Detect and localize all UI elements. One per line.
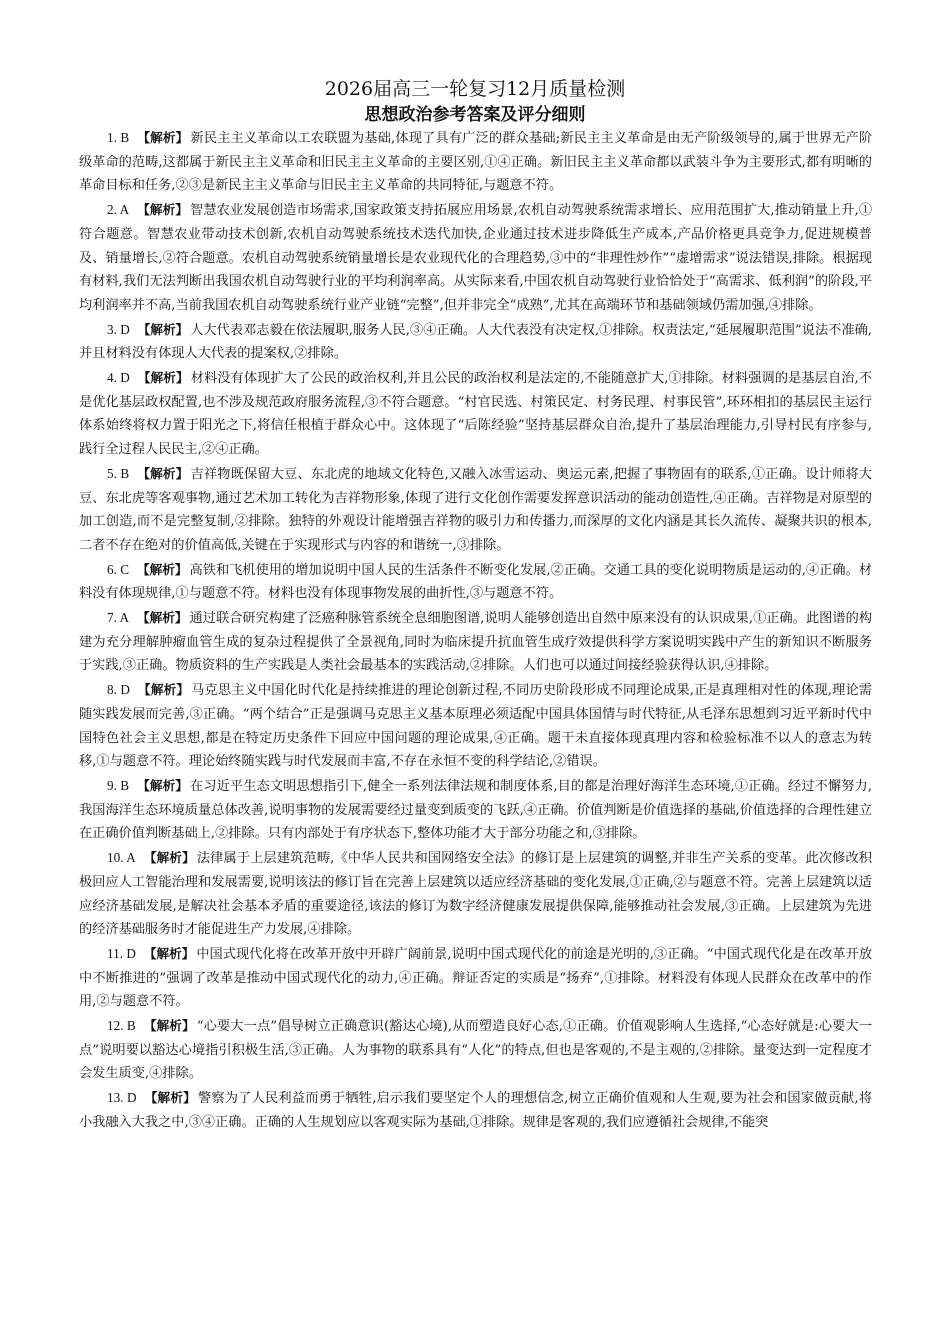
analysis-tag: 【解析】: [143, 1018, 195, 1034]
document-title: 2026届高三一轮复习12月质量检测: [324, 78, 626, 100]
answer-item: [79, 318, 872, 366]
answer-explanation: 法律属于上层建筑范畴,《中华人民共和国网络安全法》的修订是上层建筑的调整,并非生产关系的变革。此次修改积极回应人工智能治理和发展需要,说明该法的修订旨在完善上层建筑以适应经济基础的变化发展,①正确,②与题意不符。完善上层建筑以适应经济基础发展,是解决社会基本矛盾的重要途径,该法的修订为数字经济健康发展提供保障,能够推动社会发展,③正确。上层建筑为先进的经济基础服务时才能促进生产力发展,④排除。: [79, 851, 873, 938]
answer-number: 7. A: [107, 610, 130, 626]
answer-item: [79, 606, 872, 678]
answer-number: 5. B: [107, 465, 130, 481]
answer-item: [79, 198, 872, 318]
answer-explanation: 警察为了人民利益而勇于牺牲,启示我们要坚定个人的理想信念,树立正确价值观和人生观,要为社会和国家做贡献,将小我融入大我之中,③④正确。正确的人生规划应以客观实际为基础,①排除。规律是客观的,我们应遵循社会规律,不能突: [79, 1091, 873, 1130]
answer-explanation: 吉祥物既保留大豆、东北虎的地域文化特色,又融入冰雪运动、奥运元素,把握了事物固有的联系,①正确。设计师将大豆、东北虎等客观事物,通过艺术加工转化为吉祥物形象,体现了进行文化创作需要发挥意识活动的能动创造性,④正确。吉祥物是对原型的加工创造,而不是完整复制,②排除。独特的外观设计能增强吉祥物的吸引力和传播力,而深厚的文化内涵是其长久流传、凝聚共识的根本,二者不存在绝对的价值高低,关键在于实现形式与内容的和谐统一,③排除。: [79, 466, 872, 553]
answer-number: 11. D: [107, 945, 136, 961]
answer-item: [79, 1086, 872, 1134]
analysis-tag: 【解析】: [137, 130, 189, 145]
document-subtitle: 思想政治参考答案及评分细则: [364, 105, 586, 125]
answer-item: [79, 462, 872, 558]
analysis-tag: 【解析】: [137, 465, 189, 481]
analysis-tag: 【解析】: [137, 370, 189, 386]
answer-number: 1. B: [107, 130, 130, 145]
answer-item: [79, 126, 872, 198]
answer-number: 10. A: [107, 850, 136, 866]
answer-number: 6. C: [107, 561, 130, 577]
analysis-tag: 【解析】: [137, 321, 189, 337]
answer-explanation: “心要大一点”倡导树立正确意识(豁达心境),从而塑造良好心态,①正确。价值观影响人生选择,“心态好就是:心要大一点”说明要以豁达心境指引积极生活,③正确。人为事物的联系具有“人化”的特点,但也是客观的,不是主观的,②排除。量变达到一定程度才会发生质变,④排除。: [79, 1019, 873, 1082]
analysis-tag: 【解析】: [137, 202, 189, 218]
answer-number: 13. D: [107, 1090, 137, 1106]
answer-explanation: 马克思主义中国化时代化是持续推进的理论创新过程,不同历史阶段形成不同理论成果,正是真理相对性的体现,理论需随实践发展而完善,③正确。“两个结合”正是强调马克思主义基本原理必须适配中国具体国情与时代特征,从毛泽东思想到习近平新时代中国特色社会主义思想,都是在特定历史条件下回应中国问题的理论成果,④正确。题干未直接体现真理内容和检验标准不以人的意志为转移,①与题意不符。理论始终随实践与时代发展而丰富,不存在永恒不变的科学结论,②错误。: [79, 683, 872, 770]
answer-number: 4. D: [107, 370, 130, 386]
analysis-tag: 【解析】: [143, 945, 195, 961]
answer-explanation: 材料没有体现扩大了公民的政治权利,并且公民的政治权利是法定的,不能随意扩大,①排除。材料强调的是基层自治,不是优化基层政权配置,也不涉及规范政府服务流程,③不符合题意。“村官民选、村策民定、村务民理、村事民管”,环环相扣的基层民主运行体系始终将权力置于阳光之下,将信任根植于群众心中。这体现了“后陈经验”坚持基层群众自治,提升了基层治理能力,引导村民有序参与,践行全过程人民民主,②④正确。: [79, 371, 873, 458]
analysis-tag: 【解析】: [143, 850, 195, 866]
answer-item: [79, 774, 872, 846]
answer-explanation: 新民主主义革命以工农联盟为基础,体现了具有广泛的群众基础;新民主主义革命是由无产阶级领导的,属于世界无产阶级革命的范畴,这都属于新民主主义革命和旧民主主义革命的主要区别,①④正确。新旧民主主义革命都以武装斗争为主要形式,都有明晰的革命目标和任务,②③是新民主主义革命与旧民主主义革命的共同特征,与题意不符。: [79, 131, 873, 194]
analysis-tag: 【解析】: [144, 1090, 196, 1106]
answer-item: [79, 942, 872, 1014]
answer-number: 8. D: [107, 682, 130, 698]
answer-item: [79, 366, 872, 462]
answer-explanation: 中国式现代化将在改革开放中开辟广阔前景,说明中国式现代化的前途是光明的,③正确。“中国式现代化是在改革开放中不断推进的”强调了改革是推动中国式现代化的动力,④正确。辩证否定的实质是“扬弃”,①排除。材料没有体现人民群众在改革中的作用,②与题意不符。: [79, 946, 873, 1010]
answer-explanation: 在习近平生态文明思想指引下,健全一系列法律法规和制度体系,目的都是治理好海洋生态环境,①正确。经过不懈努力,我国海洋生态环境质量总体改善,说明事物的发展需要经过量变到质变的飞跃,④正确。价值判断是价值选择的基础,价值选择的合理性建立在正确价值判断基础上,②排除。只有内部处于有序状态下,整体功能才大于部分功能之和,③排除。: [79, 778, 873, 842]
analysis-tag: 【解析】: [137, 610, 188, 626]
answer-item: [79, 1014, 872, 1086]
analysis-tag: 【解析】: [137, 682, 190, 698]
answer-list: [79, 126, 872, 1135]
analysis-tag: 【解析】: [137, 777, 189, 793]
answer-item: [79, 558, 872, 606]
answer-explanation: 高铁和飞机使用的增加说明中国人民的生活条件不断变化发展,②正确。交通工具的变化说明物质是运动的,④正确。材料没有体现规律,①与题意不符。材料也没有体现事物发展的曲折性,③与题意不符。: [79, 562, 873, 602]
answer-explanation: 人大代表邓志毅在依法履职,服务人民,③④正确。人大代表没有决定权,①排除。权责法定,“延展履职范围”说法不准确,并且材料没有体现人大代表的提案权,②排除。: [79, 322, 872, 362]
answer-number: 9. B: [107, 777, 130, 793]
answer-item: [79, 678, 872, 774]
answer-number: 2. A: [107, 202, 130, 218]
answer-explanation: 通过联合研究构建了泛癌种脉管系统全息细胞图谱,说明人能够创造出自然中原来没有的认识成果,①正确。此图谱的构建为充分理解肿瘤血管生成的复杂过程提供了全景视角,同时为临床提升抗血管生成疗效提供科学方案说明实践中产生的新知识不断服务于实践,③正确。物质资料的生产实践是人类社会最基本的实践活动,②排除。人们也可以通过间接经验获得认识,④排除。: [79, 611, 873, 674]
analysis-tag: 【解析】: [137, 561, 188, 577]
answer-explanation: 智慧农业发展创造市场需求,国家政策支持拓展应用场景,农机自动驾驶系统需求增长、应用范围扩大,推动销量上升,①符合题意。智慧农业带动技术创新,农机自动驾驶系统技术迭代加快,企业通过技术进步降低生产成本,产品价格更具竞争力,促进规模普及、销量增长,②符合题意。农机自动驾驶系统销量增长是农业现代化的合理趋势,③中的“非理性炒作”“虚增需求”说法错误,排除。根据现有材料,我们无法判断出我国农机自动驾驶行业的平均利润率高。从实际来看,中国农机自动驾驶行业恰恰处于“高需求、低利润”的阶段,平均利润率并不高,当前我国农机自动驾驶系统行业产业链“完整”,但并非完全“成熟”,尤其在高端环节和基础领域仍需加强,④排除。: [79, 203, 873, 313]
answer-number: 3. D: [107, 321, 130, 337]
answer-item: [79, 846, 872, 942]
answer-number: 12. B: [107, 1018, 136, 1034]
